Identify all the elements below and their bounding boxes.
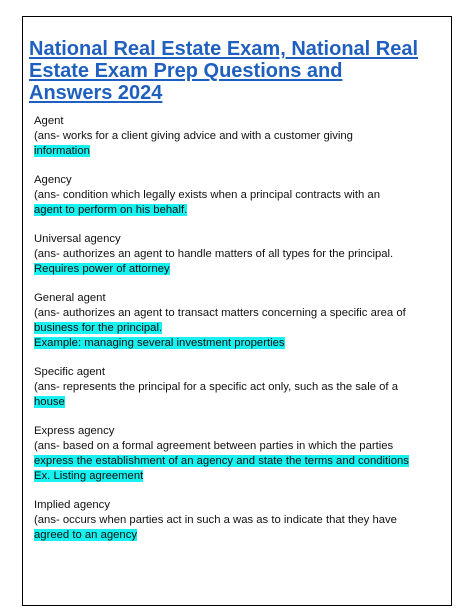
qa-entry [34,291,424,351]
entry-answer-line [34,528,424,543]
entry-term: General agent [34,292,106,304]
answer-text: (ans- represents the principal for a specific act only, such as the sale of a [34,381,398,393]
entry-term: Implied agency [34,499,110,511]
entry-answer-line [34,380,424,395]
entry-term: Specific agent [34,366,105,378]
qa-entry [34,232,424,277]
entry-answer-line [34,469,424,484]
answer-highlighted-text: express the establishment of an agency and state the terms and conditions [34,455,409,467]
qa-entry [34,114,424,159]
answer-text: (ans- occurs when parties act in such a was as to indicate that they have [34,514,397,526]
entry-answer-line [34,247,424,262]
qa-entry [34,365,424,410]
entry-answer-line [34,439,424,454]
entry-term: Universal agency [34,233,121,245]
answer-text: (ans- authorizes an agent to transact matters concerning a specific area of [34,307,406,319]
qa-entry [34,424,424,484]
entry-term: Express agency [34,425,115,437]
entry-answer-line [34,306,424,321]
qa-entry [34,173,424,218]
entry-answer-line [34,203,424,218]
answer-highlighted-text: Ex. Listing agreement [34,470,144,482]
entry-answer-line [34,513,424,528]
answer-highlighted-text: Example: managing several investment properties [34,337,285,349]
answer-text: (ans- based on a formal agreement between parties in which the parties [34,440,394,452]
answer-highlighted-text: Requires power of attorney [34,263,170,275]
entry-answer-line [34,144,424,159]
entry-answer-line [34,454,424,469]
qa-entry [34,498,424,543]
answer-text: (ans- authorizes an agent to handle matters of all types for the principal. [34,248,394,260]
answer-highlighted-text: house [34,396,65,408]
title-line-3: Answers 2024 [29,82,163,104]
answer-highlighted-text: information [34,145,90,157]
entry-term: Agency [34,174,72,186]
entry-answer-line [34,188,424,203]
entry-answer-line [34,321,424,336]
title-line-1: National Real Estate Exam, National Real [29,38,419,60]
entry-term: Agent [34,115,64,127]
title-line-2: Estate Exam Prep Questions and [29,60,343,82]
answer-text: (ans- works for a client giving advice and with a customer giving [34,130,353,142]
entry-answer-line [34,336,424,351]
answer-text: (ans- condition which legally exists when a principal contracts with an [34,189,380,201]
entry-answer-line [34,395,424,410]
answer-highlighted-text: business for the principal. [34,322,163,334]
qa-entries [34,114,424,557]
document-title [29,38,419,104]
answer-highlighted-text: agent to perform on his behalf. [34,204,188,216]
entry-answer-line [34,262,424,277]
answer-highlighted-text: agreed to an agency [34,529,138,541]
entry-answer-line [34,129,424,144]
